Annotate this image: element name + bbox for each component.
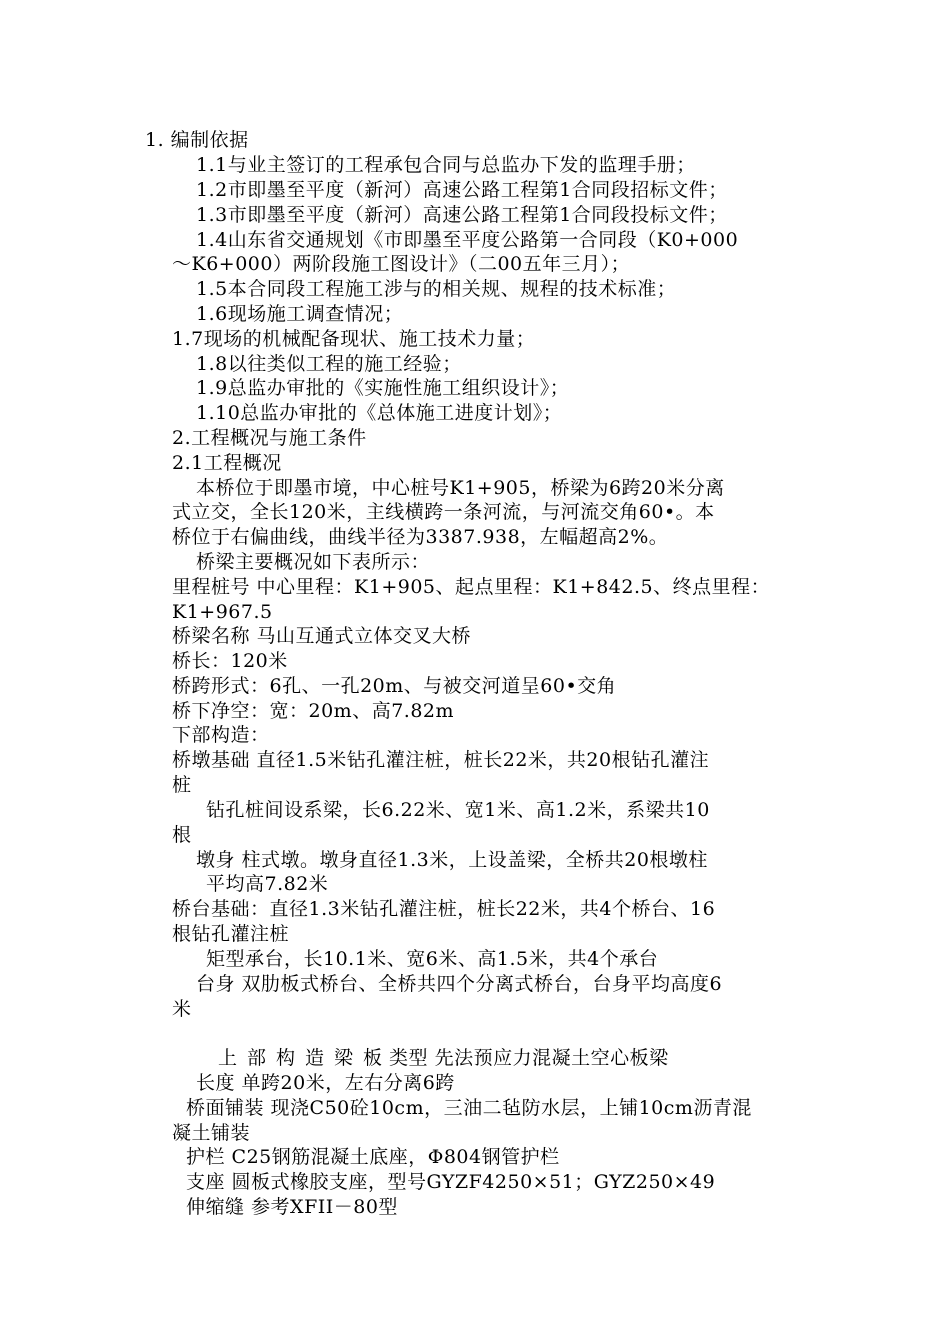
basis-item-1-4: 1.4山东省交通规划《市即墨至平度公路第一合同段（K0+000 [196, 229, 739, 251]
basis-item-1-8: 1.8以往类似工程的施工经验； [196, 353, 462, 375]
section-2-heading: 2.工程概况与施工条件 [172, 427, 367, 449]
table-intro: 桥梁主要概况如下表所示： [196, 551, 431, 573]
table-row-pile-cap: 矩型承台，长10.1米、宽6米、高1.5米，共4个承台 [206, 948, 659, 970]
table-row-deck-paving-cont: 凝土铺装 [172, 1122, 251, 1144]
table-row-abutment-foundation-cont: 根钻孔灌注桩 [172, 923, 290, 945]
table-row-bridge-name: 桥梁名称 马山互通式立体交叉大桥 [172, 625, 472, 647]
table-row-deck-paving: 桥面铺装 现浇C50砼10cm，三油二毡防水层，上铺10cm沥青混 [186, 1097, 752, 1119]
superstructure-title: 上部构造梁 [218, 1047, 364, 1069]
table-row-expansion-joint: 伸缩缝 参考XFII－80型 [186, 1196, 398, 1218]
basis-item-1-6: 1.6现场施工调查情况； [196, 303, 404, 325]
table-row-bearing: 支座 圆板式橡胶支座，型号GYZF4250×51；GYZ250×49 [186, 1171, 716, 1193]
table-row-span-length: 长度 单跨20米，左右分离6跨 [196, 1072, 455, 1094]
overview-para-line-3: 桥位于右偏曲线，曲线半径为3387.938，左幅超高2%。 [172, 526, 669, 548]
basis-item-1-3: 1.3市即墨至平度（新河）高速公路工程第1合同段投标文件； [196, 204, 728, 226]
table-row-clearance: 桥下净空：宽：20m、高7.82m [172, 700, 455, 722]
table-row-abutment-foundation: 桥台基础：直径1.3米钻孔灌注桩，桩长22米，共4个桥台、16 [172, 898, 716, 920]
basis-item-1-1: 1.1与业主签订的工程承包合同与总监办下发的监理手册； [196, 154, 696, 176]
basis-item-1-9: 1.9总监办审批的《实施性施工组织设计》； [196, 377, 570, 399]
table-row-substructure: 下部构造： [172, 724, 270, 746]
table-row-pier-foundation: 桥墩基础 直径1.5米钻孔灌注桩，桩长22米，共20根钻孔灌注 [172, 749, 710, 771]
table-row-pier-body: 墩身 柱式墩。墩身直径1.3米，上设盖梁，全桥共20根墩柱 [196, 849, 708, 871]
section-2-1-heading: 2.1工程概况 [172, 452, 282, 474]
table-row-pier-foundation-cont: 桩 [172, 774, 192, 796]
basis-item-1-2: 1.2市即墨至平度（新河）高速公路工程第1合同段招标文件； [196, 179, 728, 201]
table-row-abutment-body-cont: 米 [172, 998, 192, 1020]
basis-item-1-10: 1.10总监办审批的《总体施工进度计划》； [196, 402, 563, 424]
basis-item-1-4-cont: ～K6+000）两阶段施工图设计》（二00五年三月）； [172, 253, 631, 275]
table-row-superstructure [218, 1046, 669, 1070]
table-row-mileage: 里程桩号 中心里程：K1+905、起点里程：K1+842.5、终点里程： [172, 576, 771, 598]
basis-item-1-7: 1.7现场的机械配备现状、施工技术力量； [172, 328, 536, 350]
table-row-pier-height: 平均高7.82米 [206, 873, 329, 895]
basis-item-1-5: 1.5本合同段工程施工涉与的相关规、规程的技术标准； [196, 278, 677, 300]
table-row-tie-beam-cont: 根 [172, 824, 192, 846]
table-row-guardrail: 护栏 C25钢筋混凝土底座，Φ804钢管护栏 [186, 1146, 560, 1168]
table-row-tie-beam: 钻孔桩间设系梁，长6.22米、宽1米、高1.2米，系梁共10 [206, 799, 710, 821]
table-row-bridge-length: 桥长：120米 [172, 650, 288, 672]
section-1-heading: 1. 编制依据 [145, 129, 249, 151]
table-row-mileage-cont: K1+967.5 [172, 601, 273, 623]
superstructure-type: 板 类型 先法预应力混凝土空心板梁 [363, 1047, 669, 1069]
table-row-abutment-body: 台身 双肋板式桥台、全桥共四个分离式桥台，台身平均高度6 [196, 973, 723, 995]
overview-para-line-2: 式立交，全长120米，主线横跨一条河流，与河流交角60•。本 [172, 501, 715, 523]
table-row-span-form: 桥跨形式：6孔、一孔20m、与被交河道呈60•交角 [172, 675, 617, 697]
overview-para-line-1: 本桥位于即墨市境，中心桩号K1+905，桥梁为6跨20米分离 [196, 477, 725, 499]
